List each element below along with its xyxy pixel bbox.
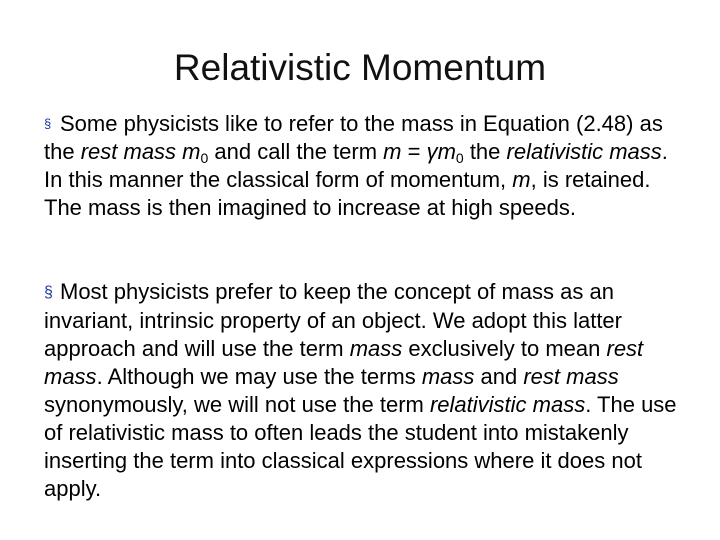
p1-text-2: and call the term [208,139,384,164]
p2-text-6: . The use of relativistic mass to often leads the student into mistakenly inserting the term into classical expressions where it does not apply. [44,392,677,501]
paragraph-invariant-mass [44,278,684,503]
p2-text-3: . Although we may use the terms [96,364,422,389]
p2-text-5: synonymously, we will not use the term [44,392,430,417]
p2-rest-mass-term: rest mass [44,336,644,389]
p1-relativistic-mass-term: relativistic mass [506,139,662,164]
p1-gamma-m-symbol: γm [426,139,456,164]
bullet-icon: § [44,284,53,301]
p1-subscript-zero: 0 [200,150,209,166]
p2-relativistic-mass-term: relativistic mass [429,392,586,417]
p1-rest-mass-term: rest mass m [80,139,201,164]
p1-text-4: . In this manner the classical form of momentum, [44,139,668,192]
p2-text-1: Most physicists prefer to keep the concept of mass as an invariant, intrinsic property of an object. We adopt this latter approach and will use the term [44,279,622,361]
p1-equals: = [401,139,427,164]
p1-m-symbol: m [383,139,402,164]
p1-subscript-zero-2: 0 [455,150,464,166]
bullet-icon: § [44,116,52,131]
p1-m-symbol-2: m [512,167,531,192]
paragraph-rest-mass [44,110,684,222]
p2-mass-term-2: mass [421,364,475,389]
slide-title: Relativistic Momentum [173,47,547,88]
p2-mass-term: mass [349,336,403,361]
p1-text-5: , is retained. The mass is then imagined to increase at high speeds. [44,167,651,220]
p2-text-4: and [474,364,524,389]
p1-text-3: the [463,139,507,164]
p2-rest-mass-term-2: rest mass [523,364,619,389]
p1-text-1: Some physicists like to refer to the mass in Equation (2.48) as the [44,111,663,164]
p2-text-2: exclusively to mean [402,336,607,361]
